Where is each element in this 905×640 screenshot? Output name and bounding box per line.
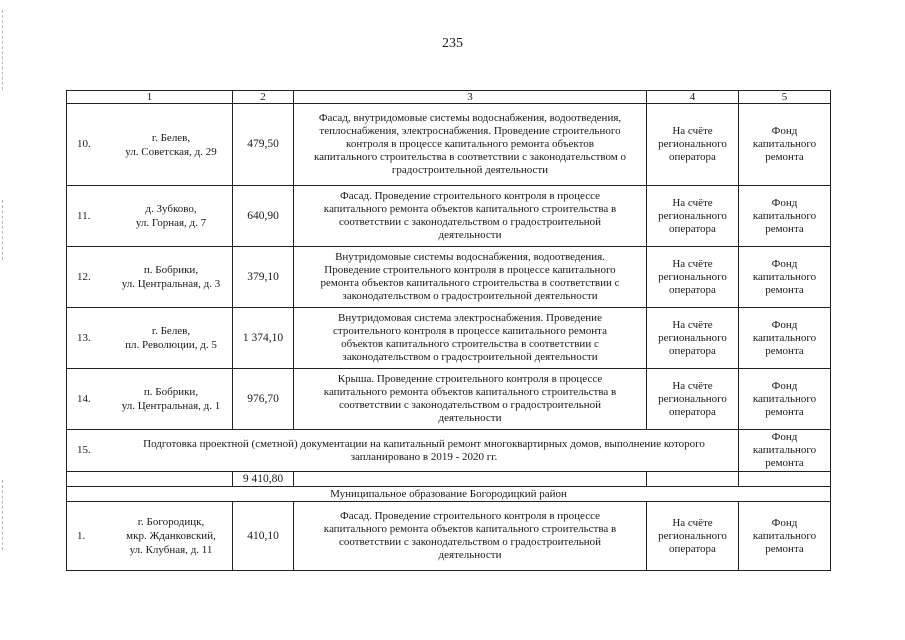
works-line: градостроительной деятельности <box>391 164 549 176</box>
works-line: Крыша. Проведение строительного контроля в процессе <box>337 373 603 385</box>
table-row <box>67 186 831 247</box>
column-header: 3 <box>294 91 647 104</box>
works-line: Фасад. Проведение строительного контроля в процессе <box>340 190 600 202</box>
fund-line: ремонта <box>765 542 804 555</box>
documentation-cell <box>67 430 739 472</box>
address-cell <box>67 104 233 186</box>
page-number: 235 <box>442 36 463 51</box>
address-line: п. Бобрики, <box>143 264 199 276</box>
address-cell <box>67 369 233 430</box>
row-number: 11. <box>77 209 91 222</box>
works-line: Фасад, внутридомовые системы водоснабжения, водоотведения, <box>318 112 622 124</box>
funding-source <box>739 186 831 247</box>
works-description <box>294 186 647 247</box>
fund-line: капитального <box>752 444 817 456</box>
area-value: 976,70 <box>233 369 294 430</box>
empty-cell <box>739 472 831 487</box>
column-header: 1 <box>67 91 233 104</box>
address-line: ул. Центральная, д. 3 <box>121 278 221 290</box>
fund-line: Фонд <box>771 431 798 443</box>
works-description <box>294 247 647 308</box>
works-line: капитального строительства в соответствии с законодательством о <box>313 151 627 163</box>
fund-line: Фонд <box>771 318 798 331</box>
fund-line: капитального <box>752 331 817 344</box>
total-area: 9 410,80 <box>233 472 294 487</box>
owner-line: На счёте <box>672 196 713 209</box>
owner-line: оператора <box>669 283 716 296</box>
address-line: мкр. Жданковский, <box>126 530 216 542</box>
works-line: Внутридомовые системы водоснабжения, водоотведения. <box>335 251 605 263</box>
works-line: контроля в процессе капитального ремонта объектов <box>346 138 594 150</box>
table-row-documentation <box>67 430 831 472</box>
owner-line: На счёте <box>672 379 713 392</box>
works-description <box>294 104 647 186</box>
owner-line: оператора <box>669 344 716 357</box>
documentation-line: запланировано в 2019 - 2020 гг. <box>350 450 498 463</box>
fund-line: ремонта <box>765 283 804 296</box>
address-line: ул. Горная, д. 7 <box>135 217 207 229</box>
area-value: 1 374,10 <box>233 308 294 369</box>
owner-line: регионального <box>658 138 727 150</box>
address-cell <box>67 186 233 247</box>
owner-line: регионального <box>658 209 727 222</box>
owner-line: регионального <box>658 270 727 283</box>
table-row <box>67 502 831 571</box>
row-number: 1. <box>77 529 86 542</box>
row-number: 15. <box>77 444 91 456</box>
works-description <box>294 502 647 571</box>
fund-line: Фонд <box>771 516 798 529</box>
column-header: 2 <box>233 91 294 104</box>
empty-cell <box>67 472 233 487</box>
funding-source <box>739 308 831 369</box>
account-owner <box>647 104 739 186</box>
owner-line: регионального <box>658 331 727 344</box>
fund-line: Фонд <box>771 196 798 209</box>
works-line: капитального ремонта объектов капитального строительства в <box>323 386 617 398</box>
owner-line: На счёте <box>672 125 713 137</box>
documentation-line: Подготовка проектной (сметной) документации на капитальный ремонт многоквартирных домов, выполнение которого <box>143 437 705 450</box>
funding-source <box>739 369 831 430</box>
table-row <box>67 247 831 308</box>
address-line: ул. Советская, д. 29 <box>125 145 217 158</box>
row-number: 14. <box>77 392 91 405</box>
works-line: капитального ремонта объектов капитального строительства в <box>323 203 617 215</box>
fund-line: Фонд <box>771 379 798 392</box>
works-line: соответствии с законодательством о градостроительной <box>338 536 601 548</box>
table-row <box>67 369 831 430</box>
address-cell <box>67 502 233 571</box>
works-line: Внутридомовая система электроснабжения. Проведение <box>338 312 602 324</box>
address-line: г. Богородицк, <box>137 516 205 528</box>
works-line: соответствии с законодательством о градостроительной <box>338 216 601 228</box>
owner-line: На счёте <box>672 257 713 270</box>
works-line: строительного контроля в процессе капитального ремонта <box>333 325 607 337</box>
column-header: 5 <box>739 91 831 104</box>
works-line: законодательством о градостроительной деятельности <box>342 290 598 302</box>
address-line: г. Белев, <box>151 325 191 337</box>
works-line: соответствии с законодательством о градостроительной <box>338 399 601 411</box>
column-header-row <box>67 91 831 104</box>
account-owner <box>647 502 739 571</box>
row-number: 13. <box>77 331 91 344</box>
works-line: деятельности <box>438 229 502 241</box>
works-line: объектов капитального строительства в соответствии с <box>341 338 599 350</box>
account-owner <box>647 369 739 430</box>
funding-source <box>739 430 831 472</box>
table-row <box>67 308 831 369</box>
works-line: Проведение строительного контроля в процессе капитального <box>324 264 616 276</box>
owner-line: оператора <box>669 542 716 555</box>
fund-line: капитального <box>752 270 817 283</box>
area-value: 410,10 <box>233 502 294 571</box>
area-value: 479,50 <box>233 104 294 186</box>
funding-source <box>739 502 831 571</box>
fund-line: Фонд <box>771 257 798 270</box>
funding-source <box>739 104 831 186</box>
repair-registry-table <box>66 90 831 571</box>
account-owner <box>647 308 739 369</box>
area-value: 640,90 <box>233 186 294 247</box>
works-line: Фасад. Проведение строительного контроля в процессе <box>340 510 600 522</box>
municipality-row <box>67 487 831 502</box>
works-line: законодательством о градостроительной деятельности <box>342 351 598 363</box>
funding-source <box>739 247 831 308</box>
fund-line: капитального <box>752 392 817 405</box>
area-value: 379,10 <box>233 247 294 308</box>
works-line: теплоснабжения, электроснабжения. Проведение строительного <box>319 125 621 137</box>
total-row <box>67 472 831 487</box>
address-line: пл. Революции, д. 5 <box>125 339 217 351</box>
fund-line: Фонд <box>771 125 798 137</box>
fund-line: капитального <box>752 138 817 150</box>
fund-line: ремонта <box>765 344 804 357</box>
column-header: 4 <box>647 91 739 104</box>
address-line: ул. Клубная, д. 11 <box>129 544 213 556</box>
table-row <box>67 104 831 186</box>
works-line: капитального ремонта объектов капитального строительства в <box>323 523 617 535</box>
works-line: деятельности <box>438 549 502 561</box>
empty-cell <box>294 472 647 487</box>
fund-line: капитального <box>752 209 817 222</box>
row-number: 12. <box>77 270 91 283</box>
fund-line: ремонта <box>765 151 804 163</box>
owner-line: оператора <box>669 222 716 235</box>
row-number: 10. <box>77 138 91 150</box>
fund-line: ремонта <box>765 222 804 235</box>
scan-edge-mark <box>2 480 3 550</box>
owner-line: На счёте <box>672 318 713 331</box>
owner-line: оператора <box>669 405 716 418</box>
address-line: п. Бобрики, <box>143 386 199 398</box>
fund-line: ремонта <box>765 405 804 418</box>
works-description <box>294 369 647 430</box>
municipality-title: Муниципальное образование Богородицкий район <box>67 487 831 502</box>
owner-line: На счёте <box>672 516 713 529</box>
owner-line: оператора <box>669 151 716 163</box>
empty-cell <box>647 472 739 487</box>
account-owner <box>647 186 739 247</box>
owner-line: регионального <box>658 529 727 542</box>
address-line: ул. Центральная, д. 1 <box>121 400 221 412</box>
address-cell <box>67 247 233 308</box>
works-description <box>294 308 647 369</box>
address-line: г. Белев, <box>151 131 191 144</box>
works-line: деятельности <box>438 412 502 424</box>
account-owner <box>647 247 739 308</box>
works-line: ремонта объектов капитального строительства в соответствии с <box>320 277 620 289</box>
address-cell <box>67 308 233 369</box>
fund-line: капитального <box>752 529 817 542</box>
owner-line: регионального <box>658 392 727 405</box>
fund-line: ремонта <box>765 457 804 469</box>
address-line: д. Зубково, <box>145 203 197 215</box>
scan-edge-mark <box>2 200 3 260</box>
